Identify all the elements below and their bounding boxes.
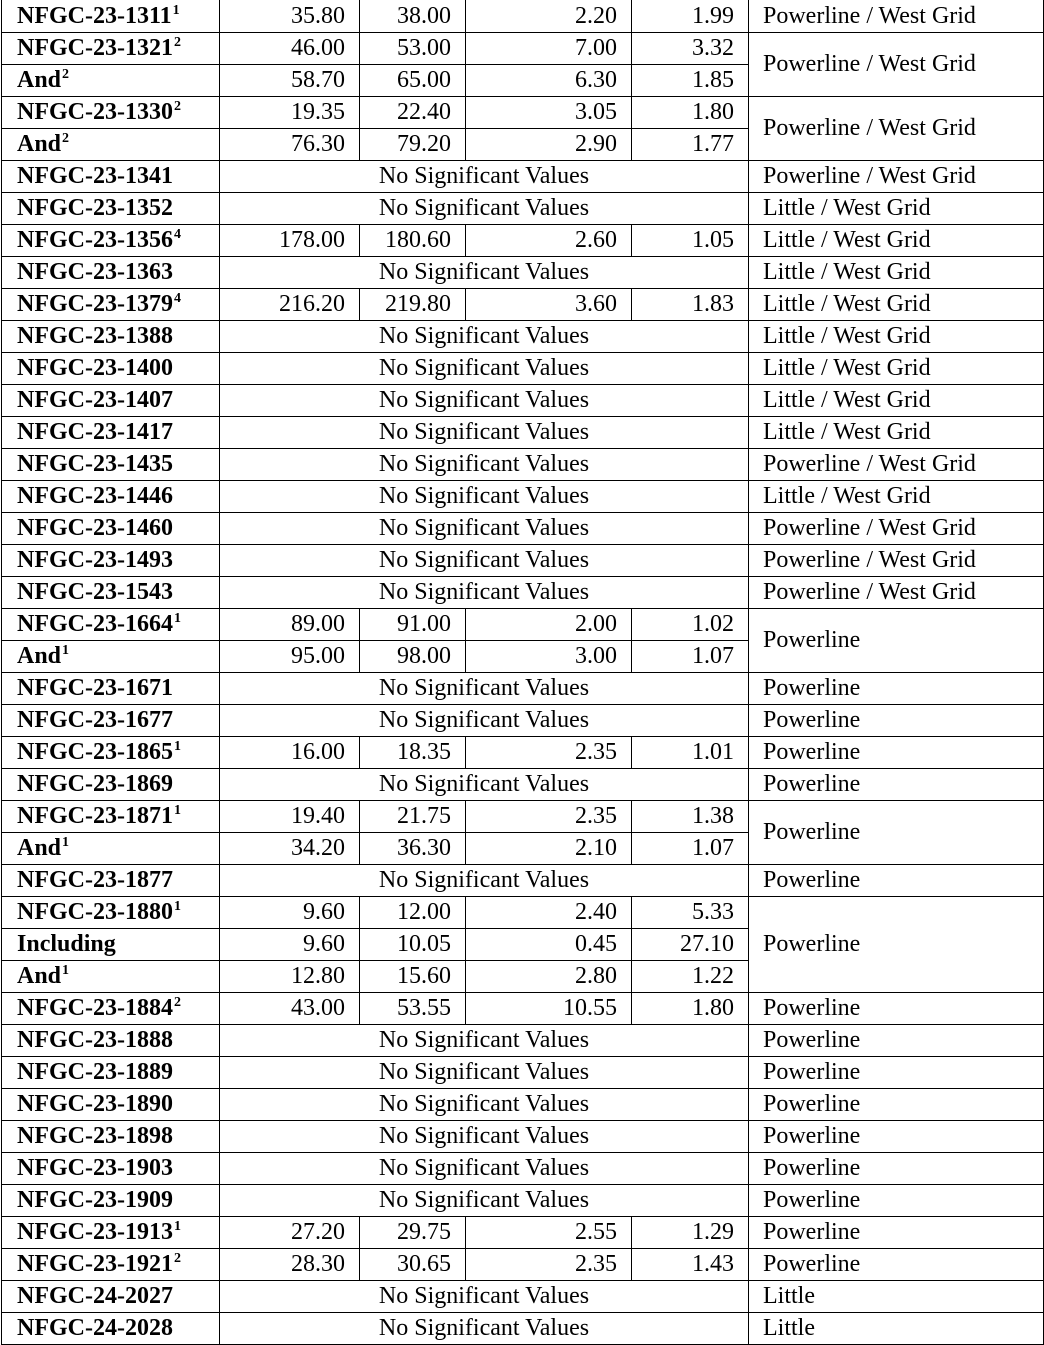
area-cell: Powerline: [749, 1024, 1044, 1056]
from-cell: 178.00: [220, 224, 360, 256]
area-cell: Powerline: [749, 1120, 1044, 1152]
hole-id-cell: [2, 640, 220, 672]
length-cell: 2.55: [466, 1216, 632, 1248]
length-cell: 2.35: [466, 1248, 632, 1280]
table-row: [2, 1152, 1044, 1184]
hole-id: Including: [17, 931, 116, 957]
grade-cell: 1.01: [632, 736, 749, 768]
table-row: [2, 160, 1044, 192]
length-cell: 2.40: [466, 896, 632, 928]
footnote-marker: 2: [173, 1251, 181, 1266]
no-significant-values-cell: No Significant Values: [220, 192, 749, 224]
to-cell: 38.00: [360, 0, 466, 32]
hole-id-cell: [2, 1248, 220, 1280]
length-cell: 2.35: [466, 800, 632, 832]
hole-id: NFGC-23-1379: [17, 291, 173, 317]
footnote-marker: 1: [62, 643, 70, 658]
hole-id-cell: [2, 160, 220, 192]
hole-id: NFGC-23-1460: [17, 515, 173, 541]
hole-id: NFGC-24-2027: [17, 1283, 173, 1309]
no-significant-values-cell: No Significant Values: [220, 480, 749, 512]
table-row: [2, 1216, 1044, 1248]
hole-id-cell: [2, 1312, 220, 1344]
hole-id-cell: [2, 224, 220, 256]
area-cell: Powerline / West Grid: [749, 512, 1044, 544]
from-cell: 12.80: [220, 960, 360, 992]
area-cell: Powerline: [749, 896, 1044, 992]
hole-id: NFGC-23-1921: [17, 1251, 173, 1277]
footnote-marker: 1: [173, 899, 181, 914]
to-cell: 36.30: [360, 832, 466, 864]
hole-id-cell: [2, 704, 220, 736]
hole-id-cell: [2, 672, 220, 704]
no-significant-values-cell: No Significant Values: [220, 352, 749, 384]
hole-id: NFGC-23-1321: [17, 35, 173, 61]
no-significant-values-cell: No Significant Values: [220, 320, 749, 352]
to-cell: 30.65: [360, 1248, 466, 1280]
no-significant-values-cell: No Significant Values: [220, 576, 749, 608]
hole-id-cell: [2, 864, 220, 896]
area-cell: Little / West Grid: [749, 192, 1044, 224]
from-cell: 19.35: [220, 96, 360, 128]
from-cell: 34.20: [220, 832, 360, 864]
grade-cell: 1.02: [632, 608, 749, 640]
footnote-marker: 1: [173, 1219, 181, 1234]
table-row: [2, 1248, 1044, 1280]
hole-id: NFGC-23-1341: [17, 163, 173, 189]
hole-id-cell: [2, 960, 220, 992]
footnote-marker: 4: [173, 227, 181, 242]
table-row: [2, 1312, 1044, 1344]
table-row: [2, 512, 1044, 544]
to-cell: 91.00: [360, 608, 466, 640]
table-row: [2, 320, 1044, 352]
grade-cell: 1.85: [632, 64, 749, 96]
hole-id: NFGC-23-1330: [17, 99, 173, 125]
area-cell: Powerline: [749, 864, 1044, 896]
no-significant-values-cell: No Significant Values: [220, 768, 749, 800]
table-row: [2, 1088, 1044, 1120]
length-cell: 0.45: [466, 928, 632, 960]
grade-cell: 1.22: [632, 960, 749, 992]
to-cell: 79.20: [360, 128, 466, 160]
hole-id-cell: [2, 736, 220, 768]
hole-id: NFGC-23-1888: [17, 1027, 173, 1053]
grade-cell: 1.43: [632, 1248, 749, 1280]
footnote-marker: 2: [173, 35, 181, 50]
table-row: [2, 256, 1044, 288]
to-cell: 219.80: [360, 288, 466, 320]
no-significant-values-cell: No Significant Values: [220, 1184, 749, 1216]
area-cell: Powerline: [749, 800, 1044, 864]
length-cell: 3.60: [466, 288, 632, 320]
area-cell: Powerline / West Grid: [749, 0, 1044, 32]
hole-id: NFGC-23-1543: [17, 579, 173, 605]
hole-id: NFGC-23-1880: [17, 899, 173, 925]
no-significant-values-cell: No Significant Values: [220, 544, 749, 576]
footnote-marker: 1: [62, 835, 70, 850]
hole-id-cell: [2, 64, 220, 96]
hole-id-cell: [2, 576, 220, 608]
to-cell: 10.05: [360, 928, 466, 960]
length-cell: 2.60: [466, 224, 632, 256]
grade-cell: 5.33: [632, 896, 749, 928]
footnote-marker: 2: [173, 99, 181, 114]
length-cell: 10.55: [466, 992, 632, 1024]
grade-cell: 1.07: [632, 640, 749, 672]
grade-cell: 27.10: [632, 928, 749, 960]
hole-id: NFGC-23-1400: [17, 355, 173, 381]
hole-id-cell: [2, 416, 220, 448]
length-cell: 6.30: [466, 64, 632, 96]
hole-id-cell: [2, 928, 220, 960]
area-cell: Powerline / West Grid: [749, 544, 1044, 576]
area-cell: Powerline: [749, 736, 1044, 768]
hole-id-cell: [2, 896, 220, 928]
to-cell: 53.00: [360, 32, 466, 64]
area-cell: Powerline: [749, 1216, 1044, 1248]
length-cell: 3.05: [466, 96, 632, 128]
hole-id-cell: [2, 1120, 220, 1152]
area-cell: Powerline / West Grid: [749, 96, 1044, 160]
from-cell: 28.30: [220, 1248, 360, 1280]
area-cell: Powerline / West Grid: [749, 32, 1044, 96]
hole-id: And: [17, 131, 62, 157]
table-body: [2, 0, 1044, 1344]
footnote-marker: 4: [173, 291, 181, 306]
table-row: [2, 288, 1044, 320]
hole-id-cell: [2, 768, 220, 800]
grade-cell: 1.99: [632, 0, 749, 32]
to-cell: 12.00: [360, 896, 466, 928]
hole-id-cell: [2, 352, 220, 384]
to-cell: 29.75: [360, 1216, 466, 1248]
footnote-marker: 2: [62, 131, 70, 146]
footnote-marker: 1: [173, 611, 181, 626]
hole-id: NFGC-23-1871: [17, 803, 173, 829]
area-cell: Powerline / West Grid: [749, 448, 1044, 480]
footnote-marker: 1: [62, 963, 70, 978]
hole-id-cell: [2, 1056, 220, 1088]
area-cell: Little / West Grid: [749, 480, 1044, 512]
hole-id: NFGC-23-1890: [17, 1091, 173, 1117]
hole-id-cell: [2, 480, 220, 512]
hole-id: NFGC-23-1352: [17, 195, 173, 221]
table-row: [2, 480, 1044, 512]
no-significant-values-cell: No Significant Values: [220, 1024, 749, 1056]
table-row: [2, 992, 1044, 1024]
hole-id-cell: [2, 1024, 220, 1056]
area-cell: Powerline: [749, 608, 1044, 672]
area-cell: Little: [749, 1312, 1044, 1344]
table-row: [2, 352, 1044, 384]
table-row: [2, 544, 1044, 576]
table-row: [2, 608, 1044, 640]
grade-cell: 3.32: [632, 32, 749, 64]
grade-cell: 1.83: [632, 288, 749, 320]
to-cell: 65.00: [360, 64, 466, 96]
table-row: [2, 1024, 1044, 1056]
hole-id-cell: [2, 800, 220, 832]
hole-id: NFGC-23-1884: [17, 995, 173, 1021]
table-row: [2, 192, 1044, 224]
length-cell: 2.90: [466, 128, 632, 160]
table-row: [2, 448, 1044, 480]
table-row: [2, 1280, 1044, 1312]
hole-id-cell: [2, 288, 220, 320]
no-significant-values-cell: No Significant Values: [220, 1312, 749, 1344]
area-cell: Little / West Grid: [749, 320, 1044, 352]
hole-id-cell: [2, 512, 220, 544]
area-cell: Little: [749, 1280, 1044, 1312]
table-row: [2, 768, 1044, 800]
grade-cell: 1.80: [632, 992, 749, 1024]
area-cell: Little / West Grid: [749, 352, 1044, 384]
drill-results-table: [1, 0, 1044, 1345]
area-cell: Little / West Grid: [749, 288, 1044, 320]
hole-id: And: [17, 963, 62, 989]
hole-id: NFGC-23-1311: [17, 2, 172, 29]
no-significant-values-cell: No Significant Values: [220, 1120, 749, 1152]
hole-id-cell: [2, 1216, 220, 1248]
from-cell: 27.20: [220, 1216, 360, 1248]
table-row: [2, 32, 1044, 64]
hole-id: NFGC-23-1903: [17, 1155, 173, 1181]
table-row: [2, 864, 1044, 896]
hole-id: NFGC-23-1388: [17, 323, 173, 349]
hole-id: NFGC-23-1909: [17, 1187, 173, 1213]
hole-id: NFGC-23-1363: [17, 259, 173, 285]
no-significant-values-cell: No Significant Values: [220, 704, 749, 736]
area-cell: Powerline: [749, 1184, 1044, 1216]
hole-id: NFGC-23-1677: [17, 707, 173, 733]
hole-id-cell: [2, 544, 220, 576]
hole-id-cell: [2, 384, 220, 416]
from-cell: 216.20: [220, 288, 360, 320]
hole-id: NFGC-23-1446: [17, 483, 173, 509]
table-row: [2, 1120, 1044, 1152]
no-significant-values-cell: No Significant Values: [220, 864, 749, 896]
table-row: [2, 576, 1044, 608]
from-cell: 16.00: [220, 736, 360, 768]
hole-id: And: [17, 643, 62, 669]
to-cell: 21.75: [360, 800, 466, 832]
from-cell: 9.60: [220, 928, 360, 960]
no-significant-values-cell: No Significant Values: [220, 672, 749, 704]
grade-cell: 1.29: [632, 1216, 749, 1248]
no-significant-values-cell: No Significant Values: [220, 448, 749, 480]
hole-id-cell: [2, 320, 220, 352]
length-cell: 2.80: [466, 960, 632, 992]
area-cell: Powerline: [749, 1152, 1044, 1184]
hole-id: And: [17, 67, 62, 93]
hole-id-cell: [2, 192, 220, 224]
footnote-marker: 1: [172, 2, 180, 18]
no-significant-values-cell: No Significant Values: [220, 1088, 749, 1120]
from-cell: 43.00: [220, 992, 360, 1024]
hole-id: NFGC-23-1664: [17, 611, 173, 637]
from-cell: 76.30: [220, 128, 360, 160]
from-cell: 58.70: [220, 64, 360, 96]
to-cell: 98.00: [360, 640, 466, 672]
to-cell: 53.55: [360, 992, 466, 1024]
footnote-marker: 2: [173, 995, 181, 1010]
grade-cell: 1.80: [632, 96, 749, 128]
area-cell: Powerline: [749, 704, 1044, 736]
area-cell: Little / West Grid: [749, 224, 1044, 256]
table-row: [2, 672, 1044, 704]
hole-id-cell: [2, 1280, 220, 1312]
length-cell: 3.00: [466, 640, 632, 672]
hole-id-cell: [2, 832, 220, 864]
hole-id-cell: [2, 96, 220, 128]
table-row: [2, 800, 1044, 832]
hole-id: NFGC-23-1877: [17, 867, 173, 893]
hole-id-cell: [2, 1152, 220, 1184]
hole-id-cell: [2, 448, 220, 480]
area-cell: Powerline: [749, 1088, 1044, 1120]
table-row: [2, 1056, 1044, 1088]
area-cell: Powerline / West Grid: [749, 160, 1044, 192]
hole-id: NFGC-23-1407: [17, 387, 173, 413]
table-row: [2, 896, 1044, 928]
table-row: [2, 704, 1044, 736]
table-row: [2, 416, 1044, 448]
to-cell: 180.60: [360, 224, 466, 256]
hole-id-cell: [2, 32, 220, 64]
to-cell: 15.60: [360, 960, 466, 992]
no-significant-values-cell: No Significant Values: [220, 160, 749, 192]
from-cell: 35.80: [220, 0, 360, 32]
table-row: [2, 736, 1044, 768]
hole-id-cell: [2, 128, 220, 160]
table-row: [2, 224, 1044, 256]
area-cell: Little / West Grid: [749, 384, 1044, 416]
from-cell: 19.40: [220, 800, 360, 832]
area-cell: Powerline: [749, 672, 1044, 704]
footnote-marker: 2: [62, 67, 70, 82]
hole-id: NFGC-23-1898: [17, 1123, 173, 1149]
area-cell: Powerline / West Grid: [749, 576, 1044, 608]
hole-id: NFGC-23-1356: [17, 227, 173, 253]
footnote-marker: 1: [173, 803, 181, 818]
no-significant-values-cell: No Significant Values: [220, 512, 749, 544]
grade-cell: 1.77: [632, 128, 749, 160]
hole-id-cell: [2, 0, 220, 32]
table-row: [2, 384, 1044, 416]
from-cell: 89.00: [220, 608, 360, 640]
length-cell: 2.00: [466, 608, 632, 640]
no-significant-values-cell: No Significant Values: [220, 256, 749, 288]
area-cell: Little / West Grid: [749, 416, 1044, 448]
hole-id: NFGC-24-2028: [17, 1315, 173, 1341]
length-cell: 2.10: [466, 832, 632, 864]
no-significant-values-cell: No Significant Values: [220, 1056, 749, 1088]
hole-id: NFGC-23-1913: [17, 1219, 173, 1245]
from-cell: 9.60: [220, 896, 360, 928]
no-significant-values-cell: No Significant Values: [220, 384, 749, 416]
table-row: [2, 1184, 1044, 1216]
no-significant-values-cell: No Significant Values: [220, 1152, 749, 1184]
length-cell: 7.00: [466, 32, 632, 64]
hole-id-cell: [2, 256, 220, 288]
length-cell: 2.35: [466, 736, 632, 768]
length-cell: 2.20: [466, 0, 632, 32]
area-cell: Little / West Grid: [749, 256, 1044, 288]
from-cell: 95.00: [220, 640, 360, 672]
hole-id-cell: [2, 1184, 220, 1216]
from-cell: 46.00: [220, 32, 360, 64]
area-cell: Powerline: [749, 992, 1044, 1024]
hole-id: NFGC-23-1493: [17, 547, 173, 573]
grade-cell: 1.38: [632, 800, 749, 832]
area-cell: Powerline: [749, 768, 1044, 800]
hole-id-cell: [2, 1088, 220, 1120]
hole-id-cell: [2, 608, 220, 640]
hole-id-cell: [2, 992, 220, 1024]
table-row: [2, 96, 1044, 128]
to-cell: 22.40: [360, 96, 466, 128]
table-row: [2, 0, 1044, 32]
hole-id: NFGC-23-1435: [17, 451, 173, 477]
area-cell: Powerline: [749, 1248, 1044, 1280]
no-significant-values-cell: No Significant Values: [220, 416, 749, 448]
hole-id: NFGC-23-1417: [17, 419, 173, 445]
grade-cell: 1.07: [632, 832, 749, 864]
hole-id: NFGC-23-1865: [17, 739, 173, 765]
footnote-marker: 1: [173, 739, 181, 754]
hole-id: NFGC-23-1889: [17, 1059, 173, 1085]
no-significant-values-cell: No Significant Values: [220, 1280, 749, 1312]
hole-id: NFGC-23-1869: [17, 771, 173, 797]
hole-id: NFGC-23-1671: [17, 675, 173, 701]
grade-cell: 1.05: [632, 224, 749, 256]
area-cell: Powerline: [749, 1056, 1044, 1088]
hole-id: And: [17, 835, 62, 861]
to-cell: 18.35: [360, 736, 466, 768]
